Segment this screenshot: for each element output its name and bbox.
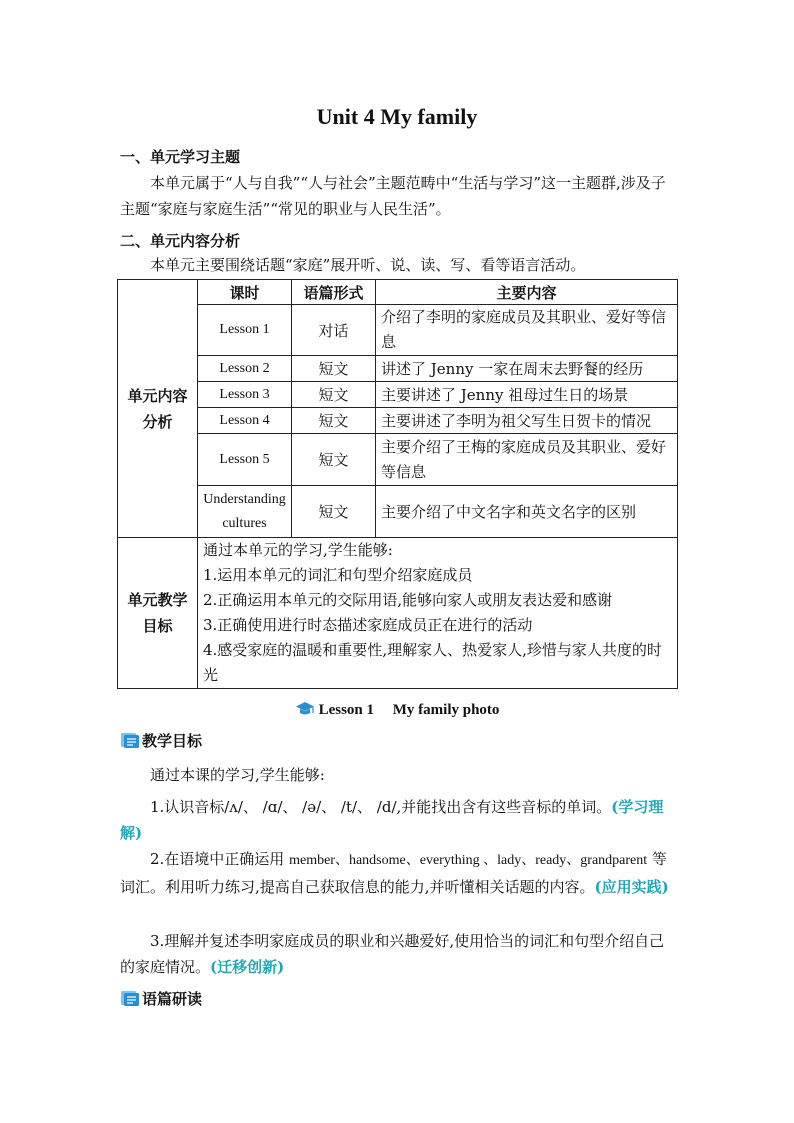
lesson-goal-2: 2.在语境中正确运用 member、handsome、everything 、lady、ready、grandparent 等词汇。利用听力练习,提高自己获取信息的能力,并听懂相关话题的内容。(应用实践) [120, 850, 669, 896]
header-lesson: 课时 [198, 280, 292, 305]
section-heading-analysis: 二、单元内容分析 [120, 232, 241, 250]
unit-goal-line: 通过本单元的学习,学生能够: [203, 541, 393, 559]
lesson-goals-intro: 通过本课的学习,学生能够: [150, 766, 325, 784]
goal-tag: (学习理解) [120, 798, 664, 842]
row-label-teaching-goals: 单元教学目标 [118, 538, 198, 689]
unit-goal-line: 4.感受家庭的温暖和重要性,理解家人、热爱家人,珍惜与家人共度的时光 [203, 641, 662, 684]
table-cell-content: 主要讲述了李明为祖父写生日贺卡的情况 [376, 408, 678, 434]
lesson-goal-3: 3.理解并复述李明家庭成员的职业和兴趣爱好,使用恰当的词汇和句型介绍自己的家庭情况。(迁移创新) [120, 932, 665, 976]
unit-goal-line: 1.运用本单元的词汇和句型介绍家庭成员 [203, 566, 473, 584]
table-cell-lesson: Lesson 3 [198, 382, 292, 408]
table-cell-lesson: Lesson 5 [198, 434, 292, 486]
table-cell-form: 短文 [292, 408, 376, 434]
table-cell-content: 讲述了 Jenny 一家在周末去野餐的经历 [376, 356, 678, 382]
text-study-heading: 语篇研读 [120, 988, 202, 1009]
section-body-analysis: 本单元主要围绕话题“家庭”展开听、说、读、写、看等语言活动。 [150, 256, 586, 274]
teaching-goals-heading: 教学目标 [120, 730, 202, 751]
table-cell-content: 主要介绍了王梅的家庭成员及其职业、爱好等信息 [376, 434, 678, 486]
notebook-icon [120, 989, 140, 1007]
section-heading-theme: 一、单元学习主题 [120, 148, 241, 166]
row-label-content-analysis: 单元内容分析 [118, 280, 198, 538]
table-cell-lesson: Lesson 4 [198, 408, 292, 434]
table-cell-form: 短文 [292, 382, 376, 408]
header-content: 主要内容 [376, 280, 678, 305]
table-cell-content: 主要介绍了中文名字和英文名字的区别 [376, 486, 678, 538]
table-cell-lesson: Lesson 1 [198, 305, 292, 356]
vocab-list: member、handsome、everything 、lady、ready、grandparent [289, 853, 648, 868]
table-cell-form: 短文 [292, 356, 376, 382]
graduation-cap-icon [295, 701, 315, 722]
unit-analysis-table [117, 279, 678, 689]
table-cell-lesson: Lesson 2 [198, 356, 292, 382]
goal-tag: (迁移创新) [210, 958, 285, 976]
table-cell-form: 短文 [292, 434, 376, 486]
lesson-title: Lesson 1 My family photo [0, 698, 794, 722]
table-cell-content: 主要讲述了 Jenny 祖母过生日的场景 [376, 382, 678, 408]
unit-goal-line: 3.正确使用进行时态描述家庭成员正在进行的活动 [203, 616, 533, 634]
goal-tag: (应用实践) [594, 878, 669, 896]
table-cell-form: 短文 [292, 486, 376, 538]
table-cell-lesson: Understanding cultures [198, 486, 292, 538]
section-body-theme: 本单元属于“人与自我”“人与社会”主题范畴中“生活与学习”这一主题群,涉及子主题“家庭与家庭生活”“常见的职业与人民生活”。 [120, 174, 666, 218]
unit-goals-cell [198, 538, 678, 689]
page-title: Unit 4 My family [316, 104, 478, 129]
table-cell-form: 对话 [292, 305, 376, 356]
table-cell-content: 介绍了李明的家庭成员及其职业、爱好等信息 [376, 305, 678, 356]
notebook-icon [120, 731, 140, 749]
lesson-goal-1: 1.认识音标/ʌ/、 /ɑ/、 /ə/、 /t/、 /d/,并能找出含有这些音标的单词。(学习理解) [120, 798, 664, 842]
header-form: 语篇形式 [292, 280, 376, 305]
unit-goal-line: 2.正确运用本单元的交际用语,能够向家人或朋友表达爱和感谢 [203, 591, 613, 609]
